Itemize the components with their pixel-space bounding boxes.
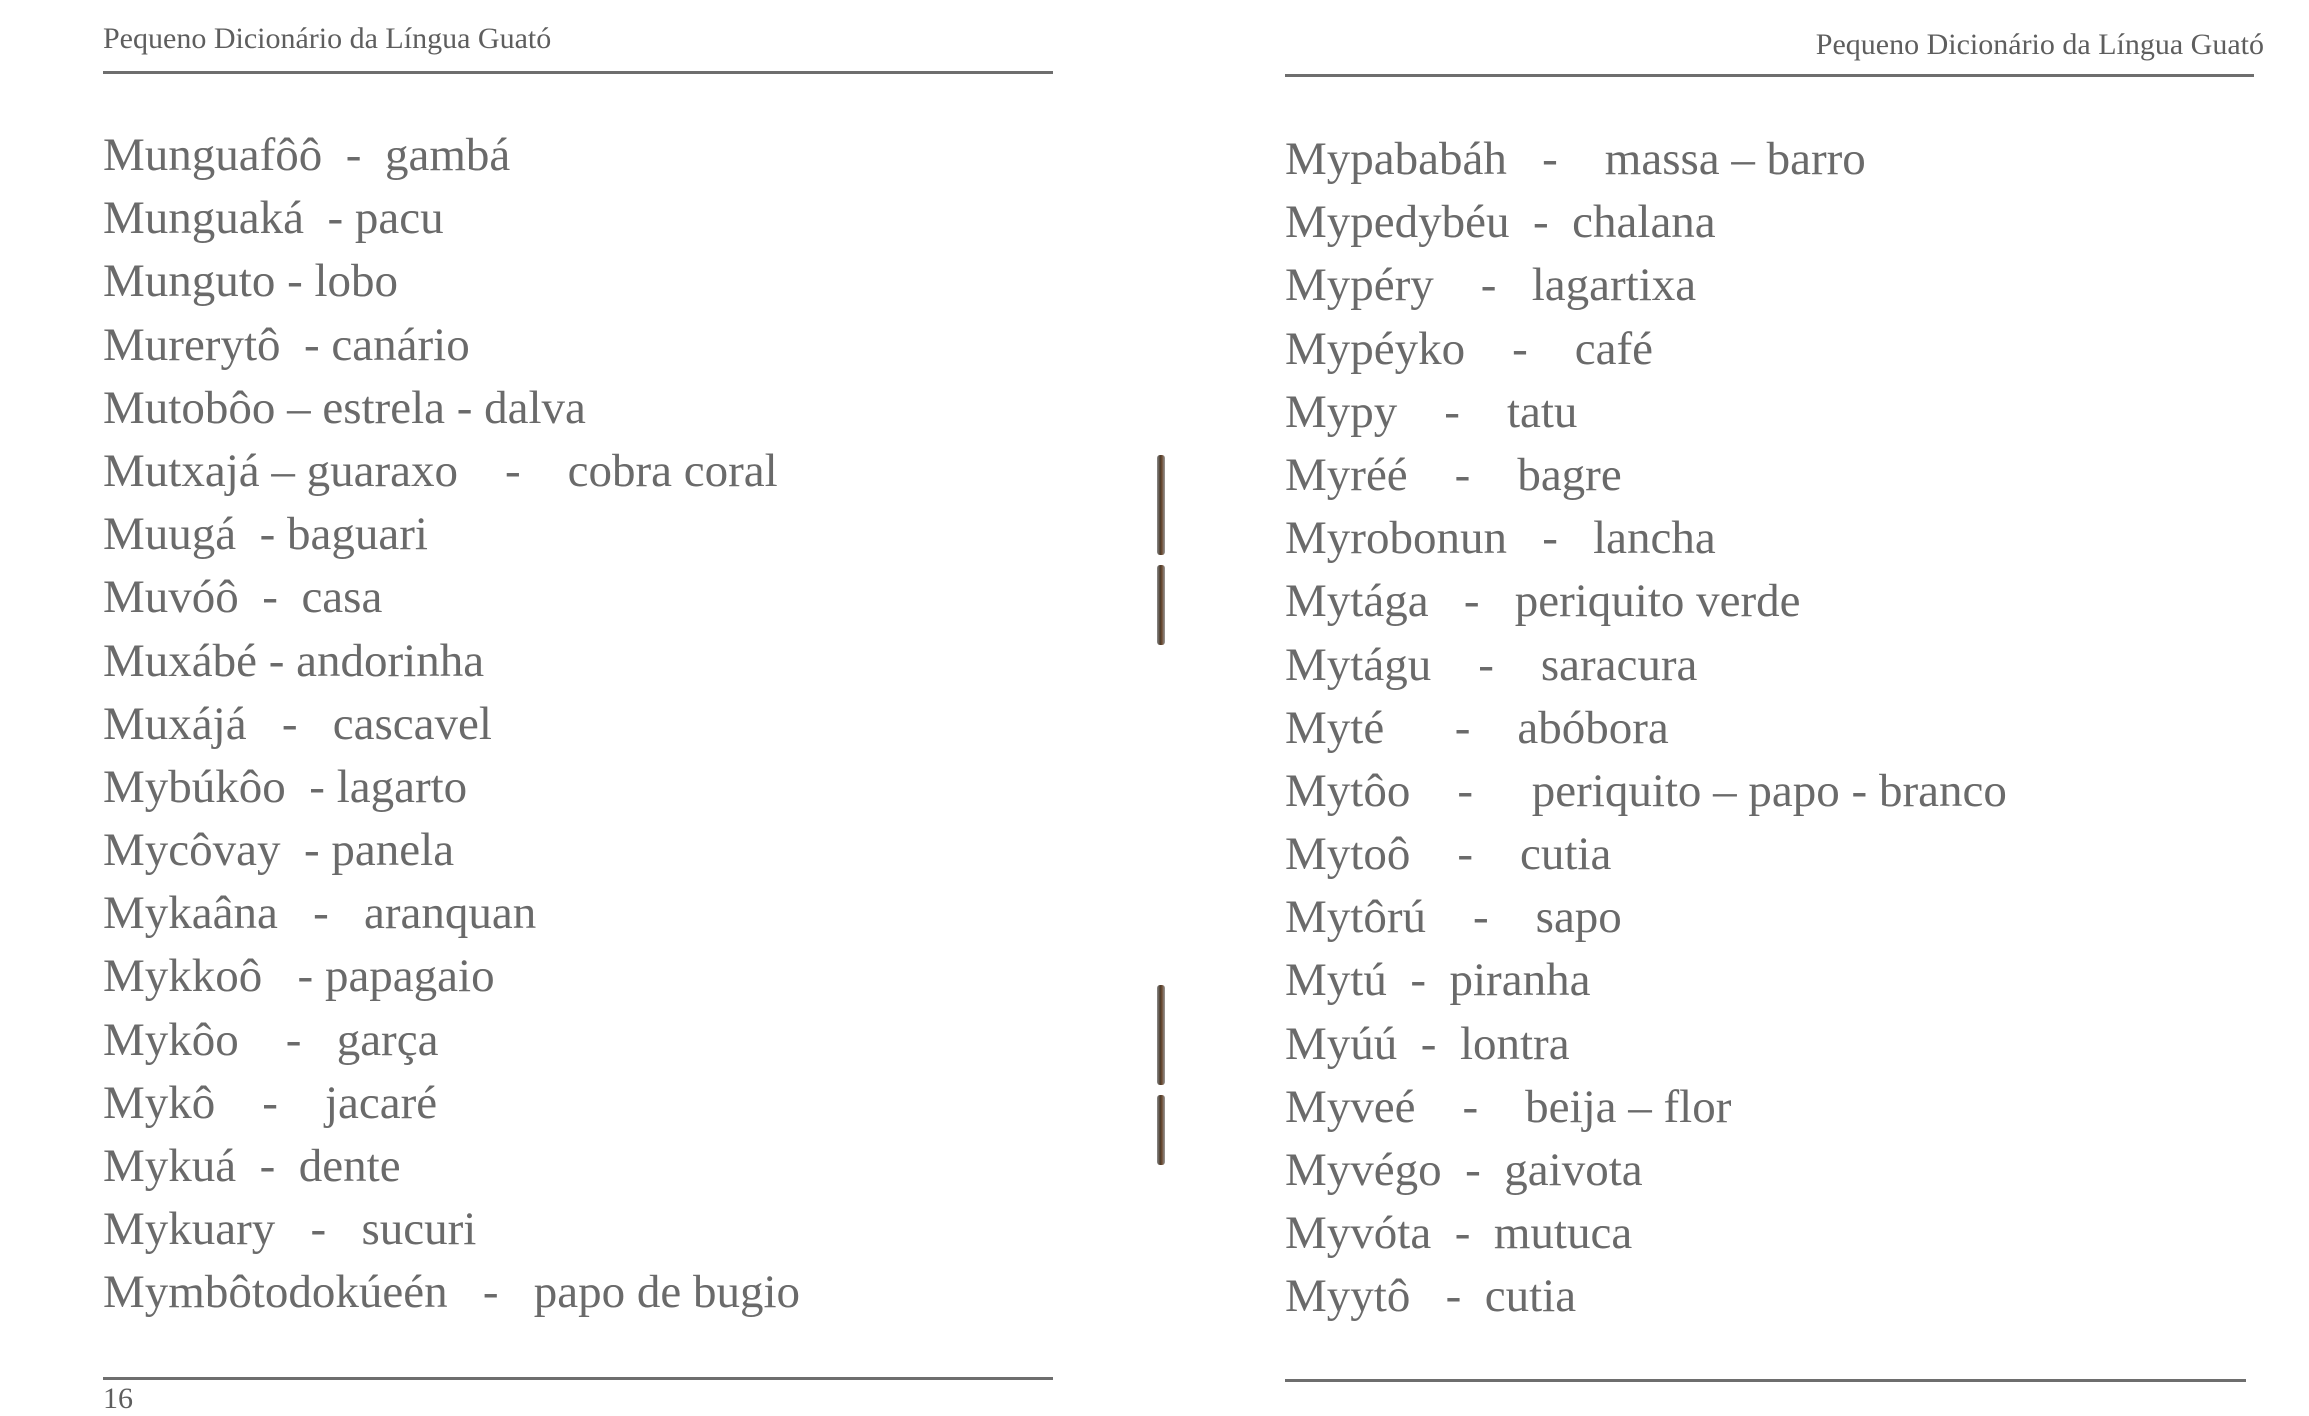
- dictionary-entry: Munguafôô - gambá: [103, 129, 511, 181]
- dictionary-entry: Mytôo - periquito – papo - branco: [1285, 764, 2007, 817]
- dictionary-entry: Myvégo - gaivota: [1285, 1144, 1643, 1196]
- running-head: Pequeno Dicionário da Língua Guató: [1815, 28, 2264, 61]
- dictionary-entry: Mytú - piranha: [1285, 954, 1591, 1007]
- header-rule: [1285, 74, 2254, 77]
- dictionary-entry: Mymbôtodokúeén - papo de bugio: [103, 1266, 801, 1319]
- dictionary-entry: Mykkoô - papagaio: [103, 950, 495, 1003]
- footer-rule: [103, 1377, 1053, 1380]
- staple: [1157, 565, 1165, 645]
- dictionary-entry: Mutxajá – guaraxo - cobra coral: [103, 444, 778, 497]
- dictionary-entry: Mykôo - garça: [103, 1013, 439, 1066]
- dictionary-entry: Myveé - beija – flor: [1285, 1080, 1732, 1133]
- dictionary-entry: Mykaâna - aranquan: [103, 887, 537, 940]
- dictionary-entry: Muxábé - andorinha: [103, 634, 485, 687]
- dictionary-entry: Mybúkôo - lagarto: [103, 760, 468, 813]
- dictionary-entry: Mykô - jacaré: [103, 1076, 438, 1129]
- staple: [1157, 1095, 1165, 1165]
- running-head: Pequeno Dicionário da Língua Guató: [103, 22, 552, 55]
- dictionary-entry: Mypy - tatu: [1285, 385, 1578, 438]
- dictionary-entry: Mytoô - cutia: [1285, 828, 1612, 881]
- dictionary-entry: Myytô - cutia: [1285, 1270, 1577, 1323]
- staple: [1157, 455, 1165, 555]
- dictionary-entry: Mypedybéu - chalana: [1285, 196, 1716, 249]
- dictionary-entry-list: [103, 124, 800, 1325]
- dictionary-entry: Mycôvay - panela: [103, 824, 455, 877]
- dictionary-entry: Mytôrú - sapo: [1285, 891, 1622, 944]
- dictionary-entry: Muvóô - casa: [103, 571, 383, 624]
- dictionary-entry: Mytágu - saracura: [1285, 638, 1698, 691]
- dictionary-entry: Mutobôo – estrela - dalva: [103, 381, 586, 434]
- dictionary-entry: Munguaká - pacu: [103, 192, 444, 245]
- dictionary-entry: Mykuá - dente: [103, 1140, 401, 1192]
- dictionary-entry: Myvóta - mutuca: [1285, 1207, 1633, 1260]
- dictionary-entry: Myúú - lontra: [1285, 1017, 1570, 1070]
- page-number: 16: [103, 1382, 133, 1415]
- dictionary-entry: Mypéyko - café: [1285, 322, 1654, 375]
- dictionary-entry: Mypéry - lagartixa: [1285, 259, 1697, 312]
- dictionary-entry: Myréé - bagre: [1285, 448, 1622, 501]
- dictionary-entry: Mypababáh - massa – barro: [1285, 133, 1866, 185]
- header-rule: [103, 71, 1053, 74]
- staple: [1157, 985, 1165, 1085]
- dictionary-entry: Muxájá - cascavel: [103, 697, 492, 750]
- dictionary-entry: Muugá - baguari: [103, 508, 428, 561]
- right-page: [1240, 0, 2309, 1395]
- dictionary-entry: Munguto - lobo: [103, 255, 399, 308]
- left-page: [0, 0, 1120, 1415]
- dictionary-entry: Myrobonun - lancha: [1285, 512, 1716, 565]
- footer-rule: [1285, 1379, 2246, 1382]
- dictionary-entry: Myté - abóbora: [1285, 701, 1669, 754]
- dictionary-entry: Mykuary - sucuri: [103, 1203, 477, 1256]
- dictionary-entry-list: [1285, 128, 2007, 1329]
- dictionary-entry: Murerytô - canário: [103, 318, 470, 371]
- dictionary-entry: Mytága - periquito verde: [1285, 575, 1801, 628]
